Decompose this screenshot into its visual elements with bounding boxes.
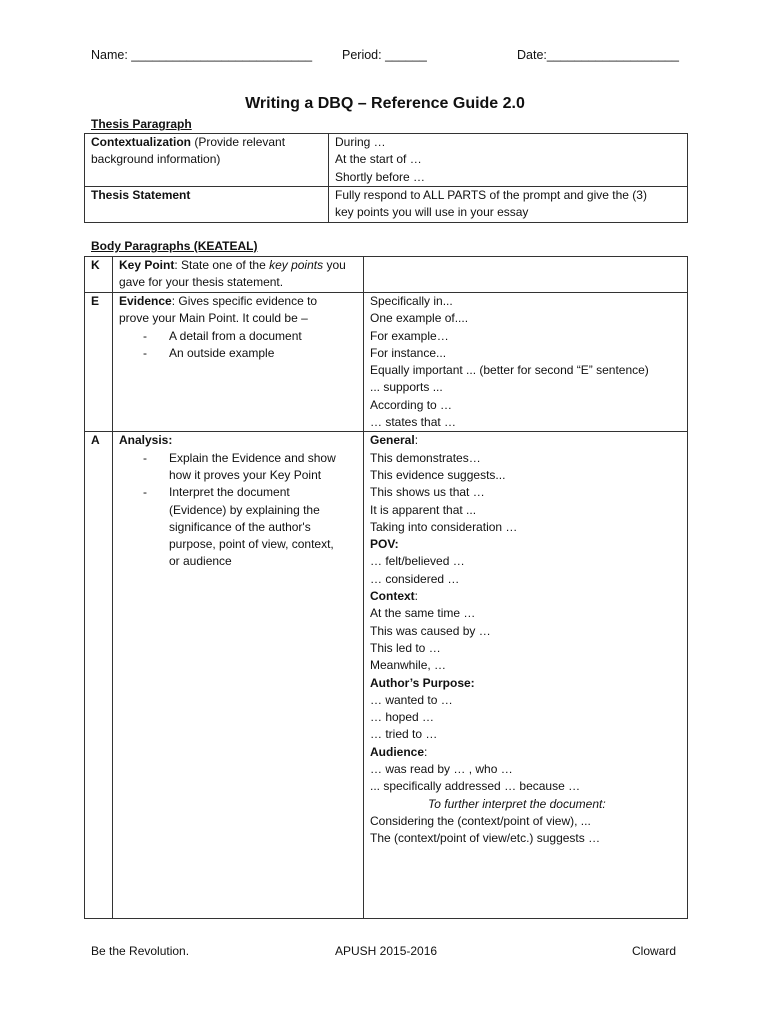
table-row [85, 293, 688, 432]
thesis-heading: Thesis Paragraph [91, 117, 192, 131]
table-row [85, 187, 688, 223]
thesis-statement-label: Thesis Statement [85, 187, 329, 223]
contextualization-label: Contextualization (Provide relevant background information) [85, 134, 329, 187]
contextualization-phrases: During … At the start of … Shortly before … [329, 134, 688, 187]
body-heading: Body Paragraphs (KEATEAL) [91, 239, 258, 253]
key-point-phrases [364, 257, 688, 293]
row-letter-a: A [85, 432, 113, 919]
thesis-statement-phrases: Fully respond to ALL PARTS of the prompt and give the (3) key points you will use in your essay [329, 187, 688, 223]
key-point-label: Key Point: State one of the key points you gave for your thesis statement. [113, 257, 364, 293]
footer-right: Cloward [632, 944, 677, 958]
row-letter-k: K [85, 257, 113, 293]
date-field: Date:___________________ [517, 48, 679, 62]
table-row [85, 432, 688, 919]
thesis-table [84, 133, 688, 223]
analysis-label: Analysis: - Explain the Evidence and show how it proves your Key Point - Interpret the document (Evidence) by explaining the significance of the author's purpose, point of view, context, or audience [113, 432, 364, 919]
page-title: Writing a DBQ – Reference Guide 2.0 [245, 95, 525, 112]
table-row [85, 257, 688, 293]
row-letter-e: E [85, 293, 113, 432]
evidence-label: Evidence: Gives specific evidence to prove your Main Point. It could be – - A detail from a document - An outside example [113, 293, 364, 432]
name-field: Name: __________________________ [91, 48, 313, 62]
footer-left: Be the Revolution. [91, 944, 190, 958]
analysis-phrases: General: This demonstrates… This evidence suggests... This shows us that … It is apparent that ... Taking into consideration … POV: … felt/believed … … considered … Context: At the same time … This was caused by … This led to … Meanwhile, … Author’s Purpose: … wanted to … … hoped … … tried to … Audience: … was read by … , who … ... specifically addressed … because … To further interpret the document: Considering the (context/point of view), ... The (context/point of view/etc.) suggests … [364, 432, 688, 919]
period-field: Period: ______ [342, 48, 427, 62]
body-table [84, 256, 688, 919]
footer-center: APUSH 2015-2016 [335, 944, 438, 958]
evidence-phrases: Specifically in... One example of.... For example… For instance... Equally important ... (better for second “E” sentence) ... supports ... According to … … states that … [364, 293, 688, 432]
table-row [85, 134, 688, 187]
